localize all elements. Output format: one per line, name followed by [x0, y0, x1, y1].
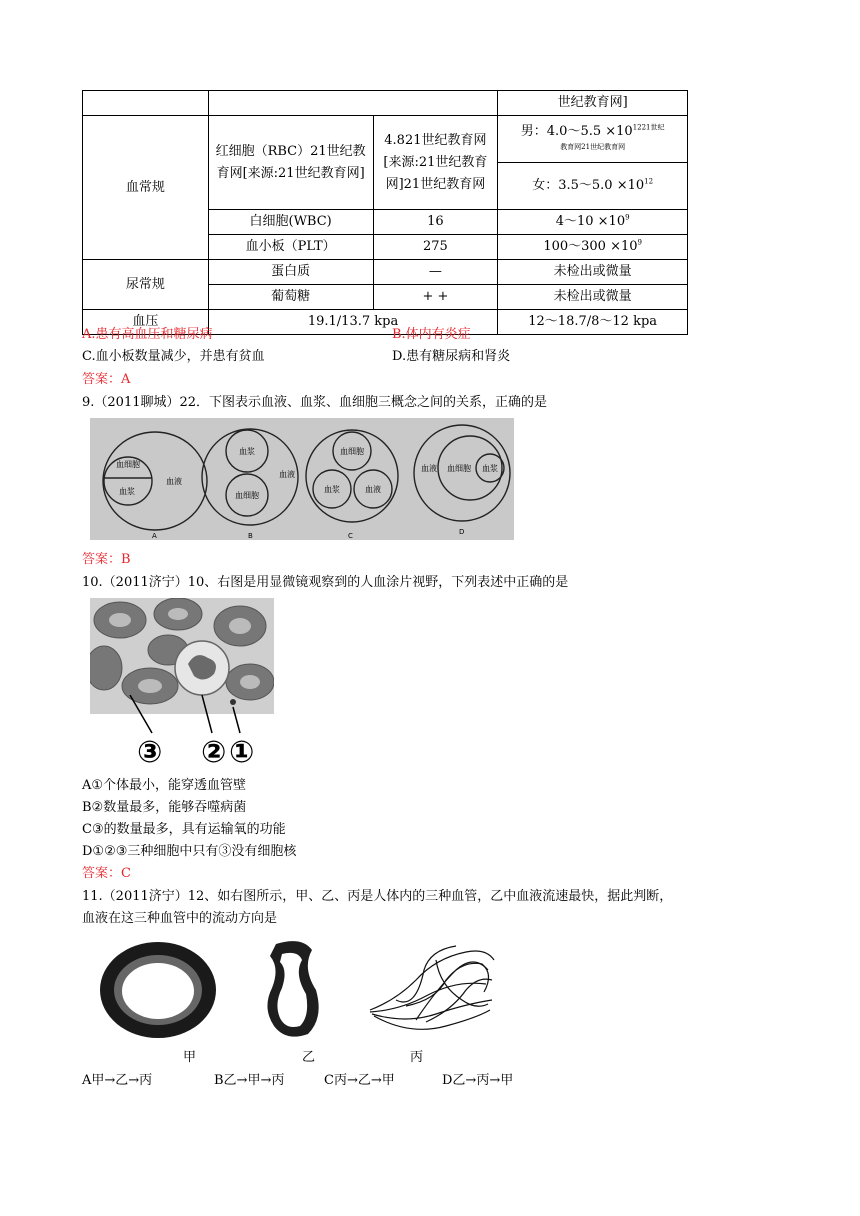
plt-ref-sup: 9	[637, 238, 642, 247]
rbc-3-center	[229, 618, 251, 634]
q8-option-b: B.体内有炎症	[392, 327, 471, 342]
bp-ref: 12～18.7/8～12 kpa	[498, 310, 688, 335]
micrograph-pointer-lines	[90, 695, 274, 735]
lab-results-table	[82, 90, 688, 335]
plt-value: 275	[373, 235, 498, 260]
a-blood-label: 血液	[166, 477, 182, 486]
wbc-ref	[498, 210, 688, 235]
header-cell-source: 世纪教育网]	[498, 91, 688, 116]
plt-item: 血小板（PLT）	[208, 235, 373, 260]
rbc-ref-male	[498, 116, 688, 163]
q9-answer: 答案：B	[82, 552, 131, 567]
q11-question-line2: 血液在这三种血管中的流动方向是	[82, 911, 278, 926]
a-plasma-label: 血浆	[119, 487, 135, 496]
capillary-branch-8	[426, 979, 492, 1022]
q11-question-line1: 11.（2011济宁）12、如右图所示，甲、乙、丙是人体内的三种血管，乙中血液流速最快，据此判断，	[82, 889, 673, 904]
a-cell-label: 血细胞	[116, 460, 140, 469]
header-cell-empty	[83, 91, 209, 116]
wbc-value: 16	[373, 210, 498, 235]
rbc-ref-male-text: 男：4.0～5.5 ×10	[520, 124, 633, 139]
rbc-ref-male-sup: 1221世纪	[632, 123, 665, 132]
q9-concept-diagram	[90, 418, 514, 540]
c-option-label: C	[348, 532, 353, 540]
vessel-vein-image	[262, 938, 328, 1042]
d-plasma-label: 血浆	[482, 464, 498, 473]
c-plasma-label: 血浆	[324, 485, 340, 494]
rbc-2-center	[168, 608, 188, 620]
pointer-line-3	[130, 695, 152, 733]
glucose-ref: 未检出或微量	[498, 285, 688, 310]
q10-option-c: C③的数量最多，具有运输氧的功能	[82, 822, 286, 837]
rbc-4	[90, 646, 122, 690]
protein-item: 蛋白质	[208, 260, 373, 285]
rbc-6-center	[240, 675, 260, 689]
q11-option-b: B乙→甲→丙	[214, 1073, 285, 1088]
rbc-ref-female	[498, 163, 688, 210]
pointer-line-2	[202, 695, 212, 733]
q8-option-c: C.血小板数量减少，并患有贫血	[82, 349, 265, 364]
header-cell-empty	[208, 91, 498, 116]
wbc-ref-text: 4～10 ×10	[555, 214, 626, 229]
capillary-branch-6	[416, 962, 488, 1020]
vessel-capillary-image	[366, 940, 498, 1036]
rbc-5-center	[138, 679, 162, 693]
d-option-label: D	[459, 528, 465, 536]
rbc-item: 红细胞（RBC）21世纪教育网[来源:21世纪教育网]	[208, 116, 373, 210]
q10-option-a: A①个体最小，能穿透血管壁	[82, 778, 247, 793]
b-option-label: B	[248, 532, 253, 540]
label-jia: 甲	[183, 1050, 197, 1065]
rbc-1-center	[109, 613, 131, 627]
marker-2: ②	[201, 735, 227, 770]
q11-option-c: C丙→乙→甲	[324, 1073, 395, 1088]
b-cell-label: 血细胞	[235, 491, 259, 500]
rbc-ref-female-text: 女：3.5～5.0 ×10	[532, 178, 645, 193]
section-urine-routine: 尿常规	[83, 260, 209, 310]
wbc-item: 白细胞(WBC)	[208, 210, 373, 235]
protein-value: —	[373, 260, 498, 285]
q10-option-b: B②数量最多，能够吞噬病菌	[82, 800, 247, 815]
section-blood-routine: 血常规	[83, 116, 209, 260]
c-blood-label: 血液	[365, 485, 381, 494]
plt-ref-text: 100～300 ×10	[543, 239, 638, 254]
bp-value: 19.1/13.7 kpa	[208, 310, 498, 335]
protein-ref: 未检出或微量	[498, 260, 688, 285]
marker-1: ①	[229, 735, 255, 770]
glucose-value: + +	[373, 285, 498, 310]
capillary-branch-5	[396, 946, 456, 1002]
plt-ref	[498, 235, 688, 260]
d-cell-label: 血细胞	[447, 464, 471, 473]
q10-answer: 答案：C	[82, 866, 131, 881]
q10-option-d: D①②③三种细胞中只有③没有细胞核	[82, 844, 297, 859]
b-blood-label: 血液	[279, 470, 295, 479]
capillary-branch-1	[370, 951, 494, 1010]
d-blood-label: 血液	[421, 464, 437, 473]
q11-option-d: D乙→丙→甲	[442, 1073, 514, 1088]
q8-option-d: D.患有糖尿病和肾炎	[392, 349, 511, 364]
c-cell-label: 血细胞	[340, 447, 364, 456]
glucose-item: 葡萄糖	[208, 285, 373, 310]
a-option-label: A	[152, 532, 157, 540]
wbc-ref-sup: 9	[625, 213, 630, 222]
rbc-ref-male-small: 教育网21世纪教育网	[560, 143, 626, 151]
q8-answer: 答案：A	[82, 372, 131, 387]
label-bing: 丙	[410, 1050, 424, 1065]
diagram-background	[90, 418, 514, 540]
rbc-value: 4.821世纪教育网[来源:21世纪教育网]21世纪教育网	[373, 116, 498, 210]
bp-label: 血压	[83, 310, 209, 335]
rbc-ref-female-sup: 12	[644, 177, 654, 186]
q9-question: 9.（2011聊城）22．下图表示血液、血浆、血细胞三概念之间的关系，正确的是	[82, 395, 548, 410]
artery-lumen	[122, 963, 194, 1019]
q11-option-a: A甲→乙→丙	[82, 1073, 153, 1088]
pointer-line-1	[233, 707, 240, 733]
marker-3: ③	[137, 735, 163, 770]
vessel-artery-image	[96, 938, 220, 1042]
b-plasma-label: 血浆	[239, 447, 255, 456]
q8-option-a: A.患有高血压和糖尿病	[82, 327, 213, 342]
q10-question: 10.（2011济宁）10、右图是用显微镜观察到的人血涂片视野，下列表述中正确的是	[82, 575, 569, 590]
label-yi: 乙	[302, 1050, 316, 1065]
